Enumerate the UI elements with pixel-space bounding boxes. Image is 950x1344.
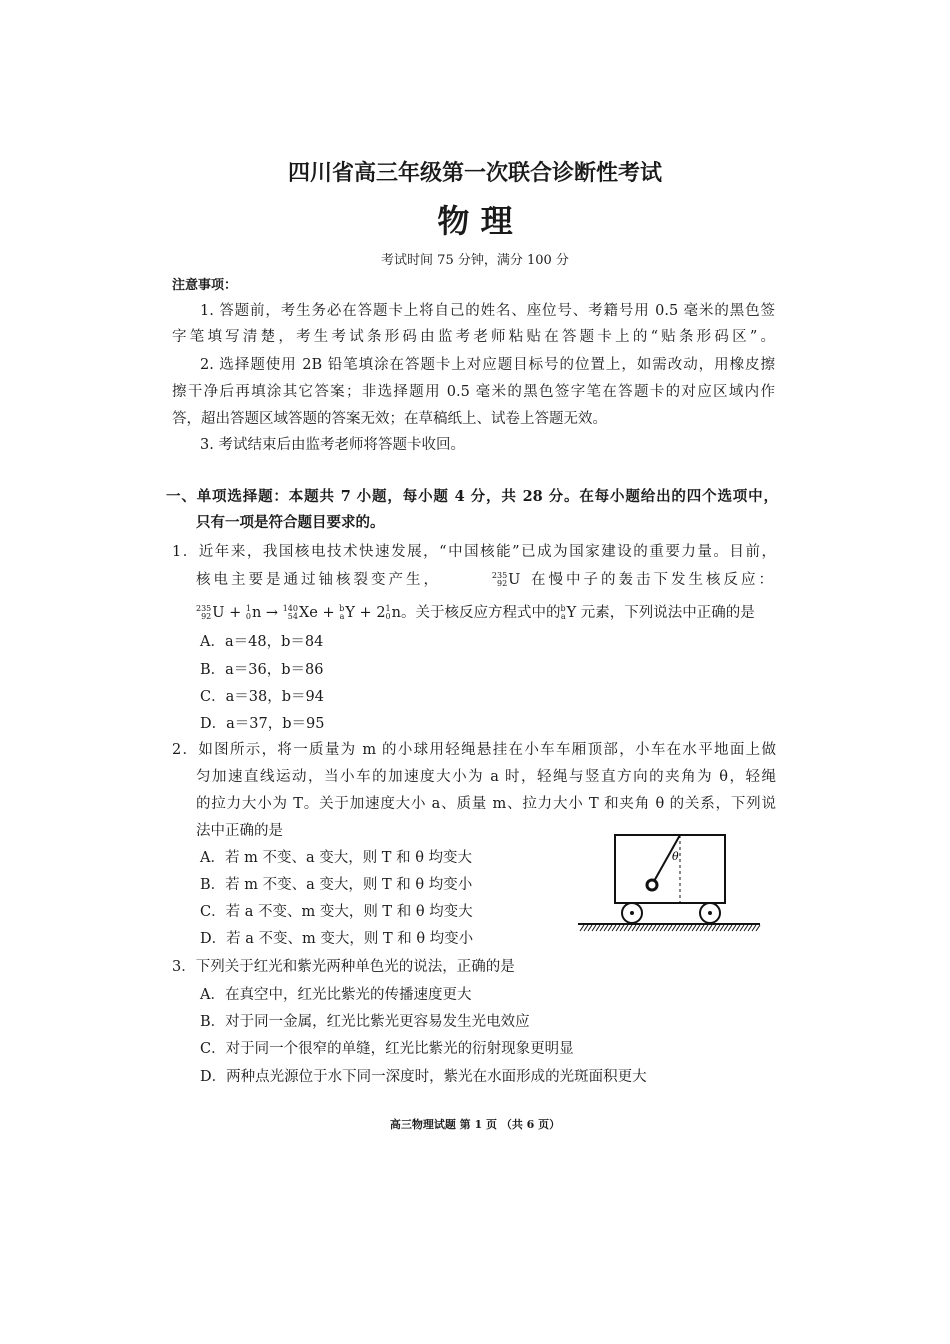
ground-hatch bbox=[680, 925, 684, 931]
q2-stem: 2．如图所示，将一质量为 m 的小球用轻绳悬挂在小车车厢顶部，小车在水平地面上做 bbox=[172, 742, 776, 758]
q3-option-c: C．对于同一个很窄的单缝，红光比紫光的衍射现象更明显 bbox=[200, 1041, 574, 1057]
ground-hatch bbox=[580, 925, 584, 931]
q3-option-a: A．在真空中，红光比紫光的传播速度更大 bbox=[200, 987, 472, 1003]
ground-hatch bbox=[724, 925, 728, 931]
ground-hatch bbox=[632, 925, 636, 931]
notice-line: 答，超出答题区域答题的答案无效；在草稿纸上、试卷上答题无效。 bbox=[172, 411, 607, 427]
ground-hatch bbox=[692, 925, 696, 931]
ground-hatch bbox=[652, 925, 656, 931]
q1-option-b: B．a＝36，b＝86 bbox=[200, 662, 324, 678]
notice-line: 字笔填写清楚，考生考试条形码由监考老师粘贴在答题卡上的“贴条形码区”。 bbox=[172, 329, 775, 345]
q3-stem: 3．下列关于红光和紫光两种单色光的说法，正确的是 bbox=[172, 959, 515, 975]
page-footer: 高三物理试题 第 1 页 （共 6 页） bbox=[389, 1118, 561, 1131]
ground-hatch bbox=[612, 925, 616, 931]
ground-hatch bbox=[744, 925, 748, 931]
q1-nuclear-equation: 235 92 U + 1 0 n → 140 54 Xe + b a Y + 2 1 0 n。关于核反应方程式中的 b a Y 元素，下列说法中正确的是 bbox=[196, 604, 755, 621]
ground-hatch bbox=[656, 925, 660, 931]
ground-hatch bbox=[628, 925, 632, 931]
ground-hatch bbox=[616, 925, 620, 931]
ground-hatch bbox=[672, 925, 676, 931]
section-heading: 一、单项选择题：本题共 7 小题，每小题 4 分，共 28 分。在每小题给出的四个选项中， bbox=[166, 488, 778, 505]
exam-time-info: 考试时间 75 分钟，满分 100 分 bbox=[381, 253, 569, 268]
ground-hatch bbox=[736, 925, 740, 931]
q1-option-c: C．a＝38，b＝94 bbox=[200, 689, 324, 705]
exam-title: 四川省高三年级第一次联合诊断性考试 bbox=[287, 160, 662, 186]
ground-hatch bbox=[752, 925, 756, 931]
q1-stem-line2: 核电主要是通过铀核裂变产生， 235 92 U 在慢中子的轰击下发生核反应： bbox=[196, 571, 776, 588]
notice-line: 3. 考试结束后由监考老师将答题卡收回。 bbox=[200, 437, 465, 453]
notice-line: 擦干净后再填涂其它答案；非选择题用 0.5 毫米的黑色签字笔在答题卡的对应区域内作 bbox=[172, 384, 775, 400]
ground-hatch bbox=[592, 925, 596, 931]
ground-hatch bbox=[704, 925, 708, 931]
ground-hatch bbox=[584, 925, 588, 931]
ground-hatch bbox=[660, 925, 664, 931]
subject-title: 物 理 bbox=[437, 202, 513, 240]
ground-hatch bbox=[708, 925, 712, 931]
q3-option-d: D．两种点光源位于水下同一深度时，紫光在水面形成的光斑面积更大 bbox=[200, 1069, 647, 1085]
q1-option-d: D．a＝37，b＝95 bbox=[200, 716, 325, 732]
q2-stem: 法中正确的是 bbox=[196, 823, 283, 839]
ground-hatch bbox=[608, 925, 612, 931]
ground-hatch bbox=[644, 925, 648, 931]
notice-line: 2. 选择题使用 2B 铅笔填涂在答题卡上对应题目标号的位置上，如需改动，用橡皮擦 bbox=[200, 357, 775, 373]
ground-hatch bbox=[600, 925, 604, 931]
ground-hatch bbox=[668, 925, 672, 931]
ground-hatch bbox=[624, 925, 628, 931]
q2-option-b: B．若 m 不变、a 变大，则 T 和 θ 均变小 bbox=[200, 877, 473, 893]
ground-hatch bbox=[728, 925, 732, 931]
notice-line: 1. 答题前，考生务必在答题卡上将自己的姓名、座位号、考籍号用 0.5 毫米的黑色签 bbox=[200, 303, 775, 319]
ground-hatch bbox=[588, 925, 592, 931]
ground-hatch bbox=[720, 925, 724, 931]
ground-hatch bbox=[756, 925, 760, 931]
ground-hatch bbox=[748, 925, 752, 931]
q2-option-a: A．若 m 不变、a 变大，则 T 和 θ 均变大 bbox=[200, 850, 473, 866]
ground-hatch bbox=[636, 925, 640, 931]
ground-hatch bbox=[712, 925, 716, 931]
ground-hatch bbox=[732, 925, 736, 931]
ground-hatch bbox=[716, 925, 720, 931]
notice-heading: 注意事项： bbox=[172, 278, 238, 293]
ground-hatch bbox=[620, 925, 624, 931]
ground-hatch bbox=[640, 925, 644, 931]
q1-option-a: A．a＝48，b＝84 bbox=[200, 634, 324, 650]
q2-option-d: D．若 a 不变、m 变大，则 T 和 θ 均变小 bbox=[200, 931, 474, 947]
ground-hatch bbox=[696, 925, 700, 931]
cart-pendulum-figure bbox=[570, 830, 770, 940]
ground-hatch bbox=[664, 925, 668, 931]
q2-stem: 的拉力大小为 T。关于加速度大小 a、质量 m、拉力大小 T 和夹角 θ 的关系，下列说 bbox=[196, 796, 776, 812]
ground-hatch bbox=[596, 925, 600, 931]
section-heading-cont: 只有一项是符合题目要求的。 bbox=[196, 514, 385, 531]
q3-option-b: B．对于同一金属，红光比紫光更容易发生光电效应 bbox=[200, 1014, 530, 1030]
ground-hatch bbox=[684, 925, 688, 931]
ground-hatch bbox=[648, 925, 652, 931]
ground-hatch bbox=[688, 925, 692, 931]
ground-hatch bbox=[700, 925, 704, 931]
ground-hatch bbox=[676, 925, 680, 931]
ground-hatch bbox=[604, 925, 608, 931]
theta-label: θ bbox=[672, 850, 679, 863]
q2-stem: 匀加速直线运动，当小车的加速度大小为 a 时，轻绳与竖直方向的夹角为 θ，轻绳 bbox=[196, 769, 776, 785]
q2-option-c: C．若 a 不变、m 变大，则 T 和 θ 均变大 bbox=[200, 904, 473, 920]
ground-hatch bbox=[740, 925, 744, 931]
q1-stem: 1．近年来，我国核电技术快速发展，“中国核能”已成为国家建设的重要力量。目前， bbox=[172, 544, 776, 560]
